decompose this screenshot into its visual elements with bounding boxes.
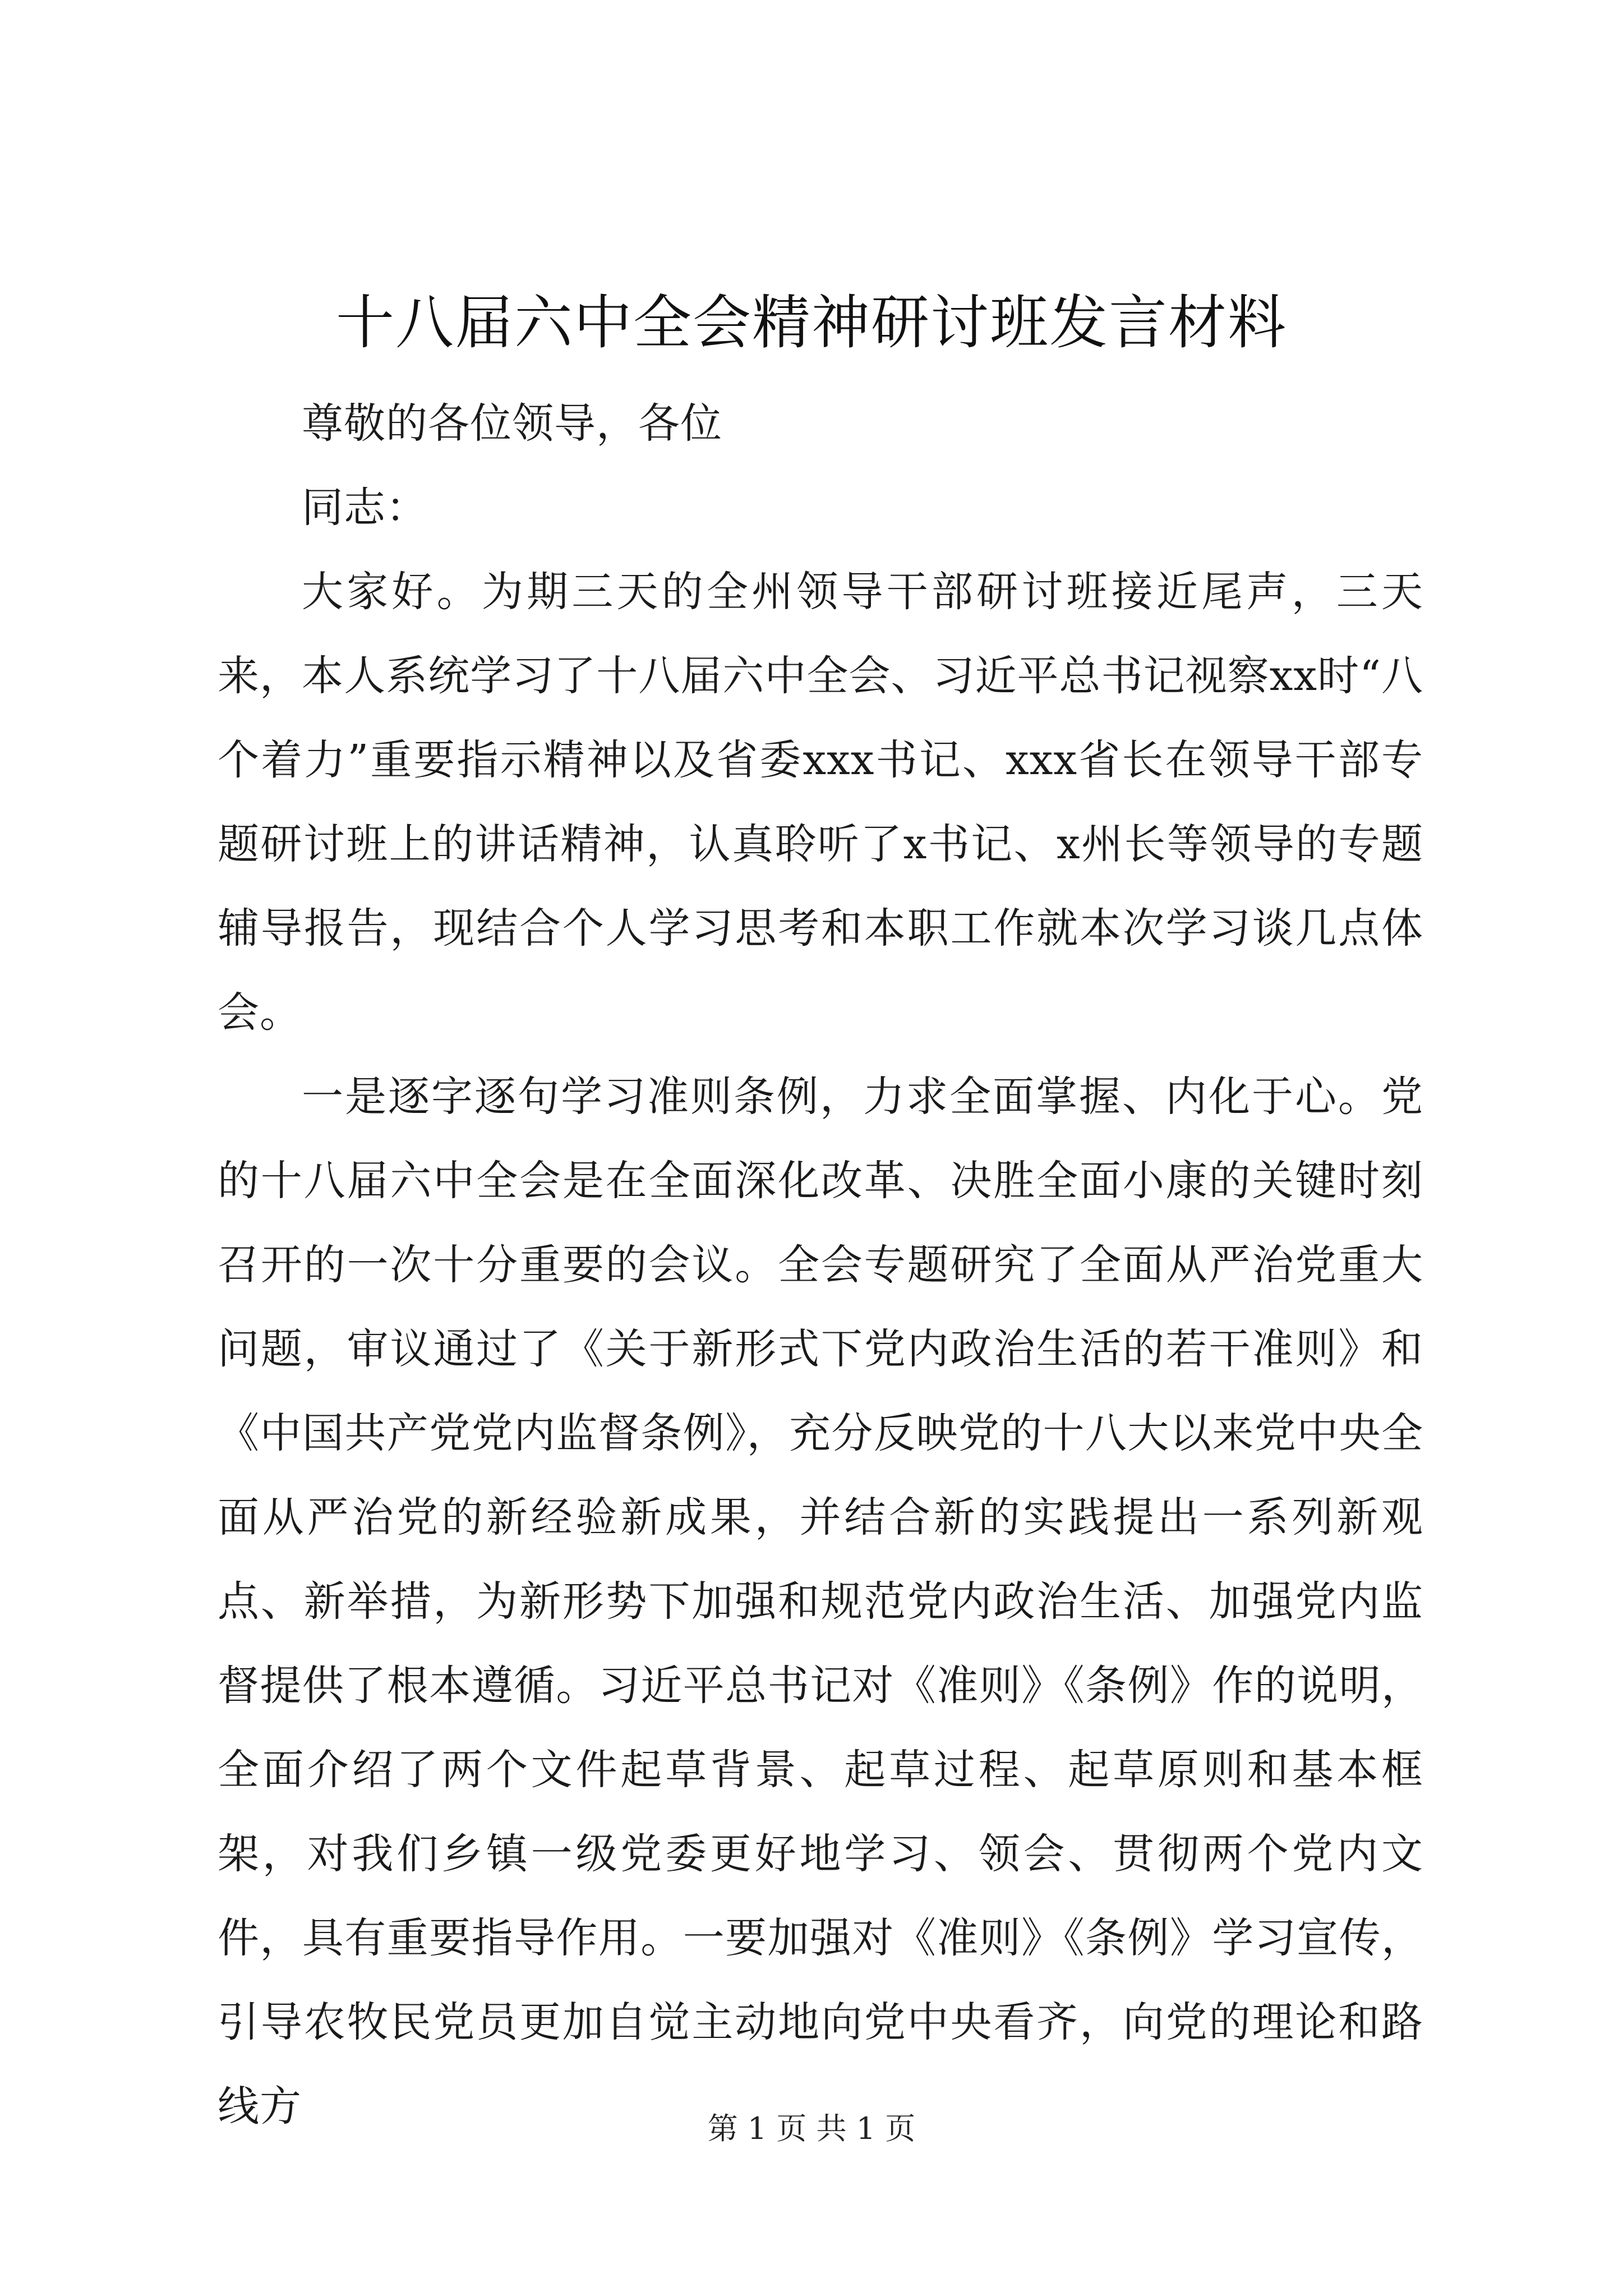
greeting-line: 同志： xyxy=(302,484,428,532)
page-footer: 第 1 页 共 1 页 xyxy=(707,2111,916,2146)
body-paragraph: 大家好。为期三天的全州领导干部研讨班接近尾声，三天来，本人系统学习了十八届六中全会、习近平总书记视察xx时“八个着力”重要指示精神以及省委xxx书记、xxx省长在领导干部专题研讨班上的讲话精神，认真聆听了x书记、x州长等领导的专题辅导报告，现结合个人学习思考和本职工作就本次学习谈几点体会。 xyxy=(218,568,1423,1037)
document-title: 十八届六中全会精神研讨班发言材料 xyxy=(335,288,1287,357)
body-paragraph: 一是逐字逐句学习准则条例，力求全面掌握、内化于心。党的十八届六中全会是在全面深化改革、决胜全面小康的关键时刻召开的一次十分重要的会议。全会专题研究了全面从严治党重大问题，审议通过了《关于新形式下党内政治生活的若干准则》和《中国共产党党内监督条例》，充分反映党的十八大以来党中央全面从严治党的新经验新成果，并结合新的实践提出一系列新观点、新举措，为新形势下加强和规范党内政治生活、加强党内监督提供了根本遵循。习近平总书记对《准则》《条例》作的说明，全面介绍了两个文件起草背景、起草过程、起草原则和基本框架，对我们乡镇一级党委更好地学习、领会、贯彻两个党内文件，具有重要指导作用。一要加强对《准则》《条例》学习宣传，引导农牧民党员更加自觉主动地向党中央看齐，向党的理论和路线方 xyxy=(218,1073,1423,2131)
greeting-line: 尊敬的各位领导，各位 xyxy=(302,399,722,448)
document-body xyxy=(218,381,1423,2148)
